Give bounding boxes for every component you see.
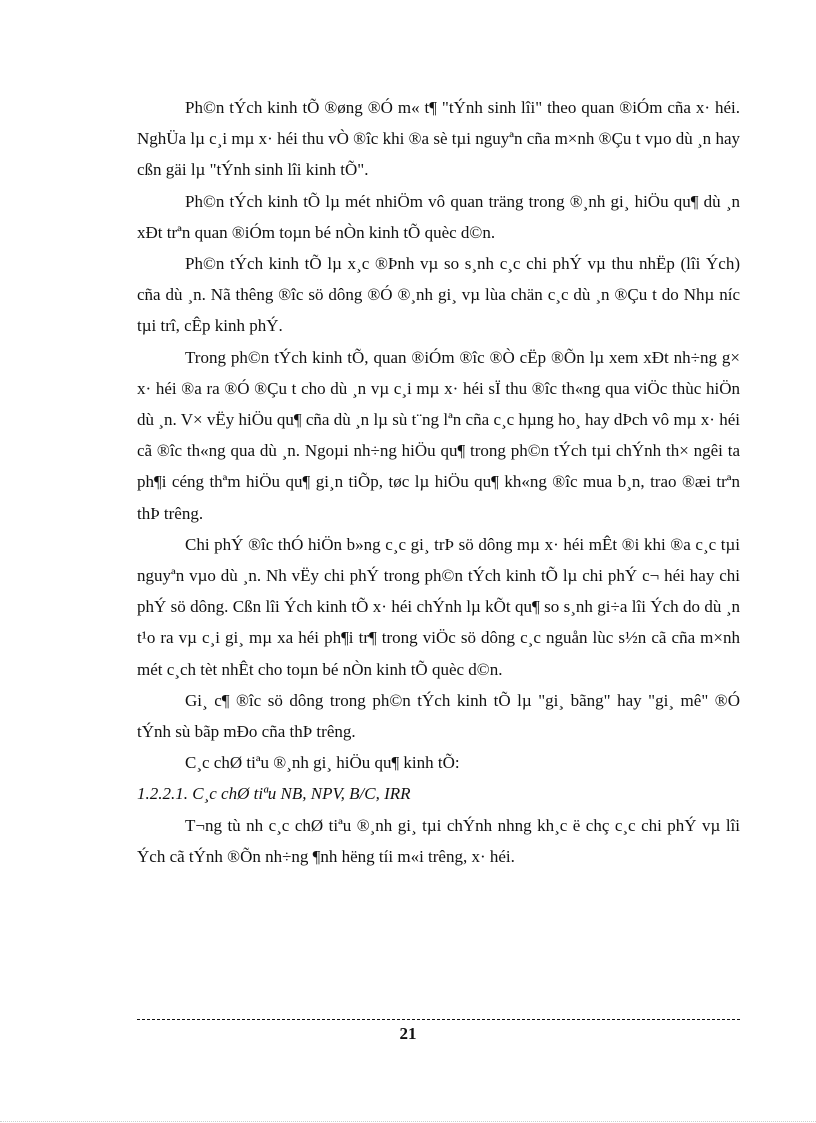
footer-divider xyxy=(137,1019,740,1020)
paragraph-6: Gi¸ c¶ ®îc sö dông trong ph©n tÝch kinh tÕ lµ "gi¸ bãng" hay "gi¸ mê" ®Ó tÝnh sù bãp mÐo cña thÞ trêng. xyxy=(137,690,740,742)
subsection-heading: 1.2.2.1. C¸c chØ tiªu NB, NPV, B/C, IRR xyxy=(137,784,411,804)
body-text xyxy=(137,92,740,872)
paragraph-4: Trong ph©n tÝch kinh tÕ, quan ®iÓm ®îc ®Ò cËp ®Õn lµ xem xÐt nh÷ng g× x· héi ®a ra ®Ó ®Çu t cho dù ¸n vµ c¸i mµ x· héi sÏ thu ®îc th«ng qua viÖc thùc hiÖn dù ¸n. V× vËy hiÖu qu¶ cña dù ¸n lµ sù t¨ng lªn cña c¸c hµng ho¸ hay dÞch vô mµ x· héi cã ®îc th«ng qua dù ¸n. Ngoµi nh÷ng hiÖu qu¶ trong ph©n tÝch tµi chÝnh th× ngêi ta ph¶i céng thªm hiÖu qu¶ gi¸n tiÕp, tøc lµ hiÖu qu¶ kh«ng ®îc mua b¸n, trao ®æi trªn thÞ trêng. xyxy=(137,347,740,523)
section-heading: C¸c chØ tiªu ®¸nh gi¸ hiÖu qu¶ kinh tÕ: xyxy=(185,753,460,773)
paragraph-1: Ph©n tÝch kinh tÕ ®øng ®Ó m« t¶ "tÝnh sinh lîi" theo quan ®iÓm cña x· héi. NghÜa lµ c¸i mµ x· héi thu vÒ ®îc khi ®a sè tµi nguyªn cña m×nh ®Çu t vµo dù ¸n hay cßn gäi lµ "tÝnh sinh lîi kinh tÕ". xyxy=(137,98,740,180)
paragraph-3: Ph©n tÝch kinh tÕ lµ x¸c ®Þnh vµ so s¸nh c¸c chi phÝ vµ thu nhËp (lîi Ých) cña dù ¸n. Nã thêng ®îc sö dông ®Ó ®¸nh gi¸ vµ lùa chän c¸c dù ¸n ®Çu t do Nhµ níc tµi trî, cÊp kinh phÝ. xyxy=(137,254,740,336)
paragraph-closing: T¬ng tù nh c¸c chØ tiªu ®¸nh gi¸ tµi chÝnh nhng kh¸c ë chç c¸c chi phÝ vµ lîi Ých cã tÝnh ®Õn nh÷ng ¶nh hëng tíi m«i trêng, x· héi. xyxy=(137,815,740,866)
page-number: 21 xyxy=(399,1024,417,1043)
paragraph-5: Chi phÝ ®îc thÓ hiÖn b»ng c¸c gi¸ trÞ sö dông mµ x· héi mÊt ®i khi ®a c¸c tµi nguyªn vµo dù ¸n. Nh vËy chi phÝ trong ph©n tÝch kinh tÕ lµ chi phÝ c¬ héi hay chi phÝ sö dông. Cßn lîi Ých kinh tÕ x· héi chÝnh lµ kÕt qu¶ so s¸nh gi÷a lîi Ých do dù ¸n t¹o ra vµ c¸i gi¸ mµ xa héi ph¶i tr¶ trong viÖc sö dông c¸c nguån lùc s½n cã cña m×nh mét c¸ch tèt nhÊt cho toµn bé nÒn kinh tÕ quèc d©n. xyxy=(137,534,740,679)
page-bottom-border xyxy=(0,1121,816,1122)
paragraph-2: Ph©n tÝch kinh tÕ lµ mét nhiÖm vô quan träng trong ®¸nh gi¸ hiÖu qu¶ dù ¸n xÐt trªn quan ®iÓm toµn bé nÒn kinh tÕ quèc d©n. xyxy=(137,191,740,242)
